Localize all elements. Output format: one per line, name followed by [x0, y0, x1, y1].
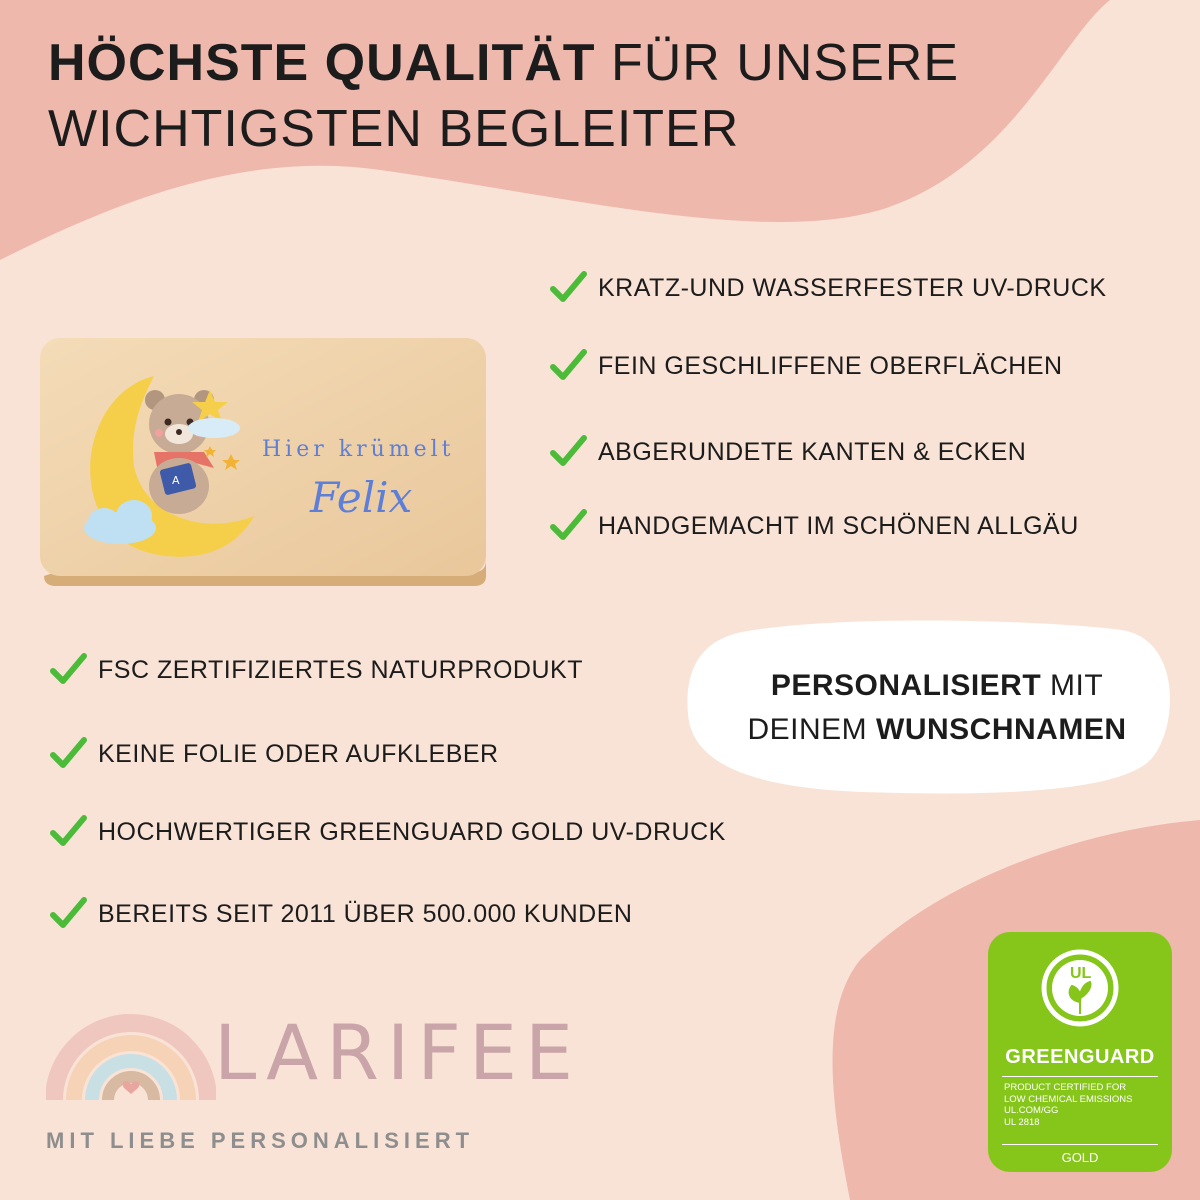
product-image [34, 336, 486, 586]
feature-label: FSC ZERTIFIZIERTES NATURPRODUKT [98, 655, 583, 684]
product-name: Felix [310, 473, 413, 522]
feature-label: KEINE FOLIE ODER AUFKLEBER [98, 739, 499, 768]
feature-item [548, 506, 1079, 546]
feature-item [48, 812, 726, 852]
greenguard-badge [988, 932, 1172, 1172]
callout-text: PERSONALISIERT MIT DEINEM WUNSCHNAMEN [747, 669, 1127, 746]
check-icon [548, 506, 588, 546]
ul-mark: UL [1070, 965, 1092, 982]
feature-item [48, 894, 632, 934]
feature-item [548, 268, 1107, 308]
feature-label: KRATZ-UND WASSERFESTER UV-DRUCK [598, 273, 1107, 302]
check-icon [48, 650, 88, 690]
check-icon [548, 432, 588, 472]
divider [1002, 1144, 1158, 1145]
product-line1: Hier krümelt [262, 437, 455, 462]
feature-label: FEIN GESCHLIFFENE OBERFLÄCHEN [598, 351, 1063, 380]
ul-leaf-icon [1038, 946, 1122, 1036]
check-icon [48, 812, 88, 852]
check-icon [48, 734, 88, 774]
feature-label: HANDGEMACHT IM SCHÖNEN ALLGÄU [598, 511, 1079, 540]
check-icon [48, 894, 88, 934]
feature-label: ABGERUNDETE KANTEN & ECKEN [598, 437, 1027, 466]
greenguard-title: GREENGUARD [1005, 1046, 1155, 1068]
feature-item [48, 650, 583, 690]
feature-label: BEREITS SEIT 2011 ÜBER 500.000 KUNDEN [98, 899, 633, 928]
feature-item [548, 432, 1026, 472]
feature-item [48, 734, 499, 774]
feature-label: HOCHWERTIGER GREENGUARD GOLD UV-DRUCK [98, 817, 726, 846]
divider [1002, 1076, 1158, 1077]
check-icon [548, 346, 588, 386]
page-title: HÖCHSTE QUALITÄT FÜR UNSERE WICHTIGSTEN BEGLEITER [48, 34, 960, 158]
svg-text:A: A [172, 474, 180, 487]
brand-tagline: MIT LIEBE PERSONALISIERT [46, 1128, 475, 1153]
check-icon [548, 268, 588, 308]
brand-name: LARIFEE [214, 1008, 582, 1097]
rainbow-heart-logo-icon [46, 1000, 216, 1106]
feature-item [548, 346, 1063, 386]
certification-level: GOLD [1061, 1150, 1099, 1165]
certification-details: PRODUCT CERTIFIED FOR LOW CHEMICAL EMISSIONS UL.COM/GG UL 2818 [1004, 1082, 1133, 1128]
